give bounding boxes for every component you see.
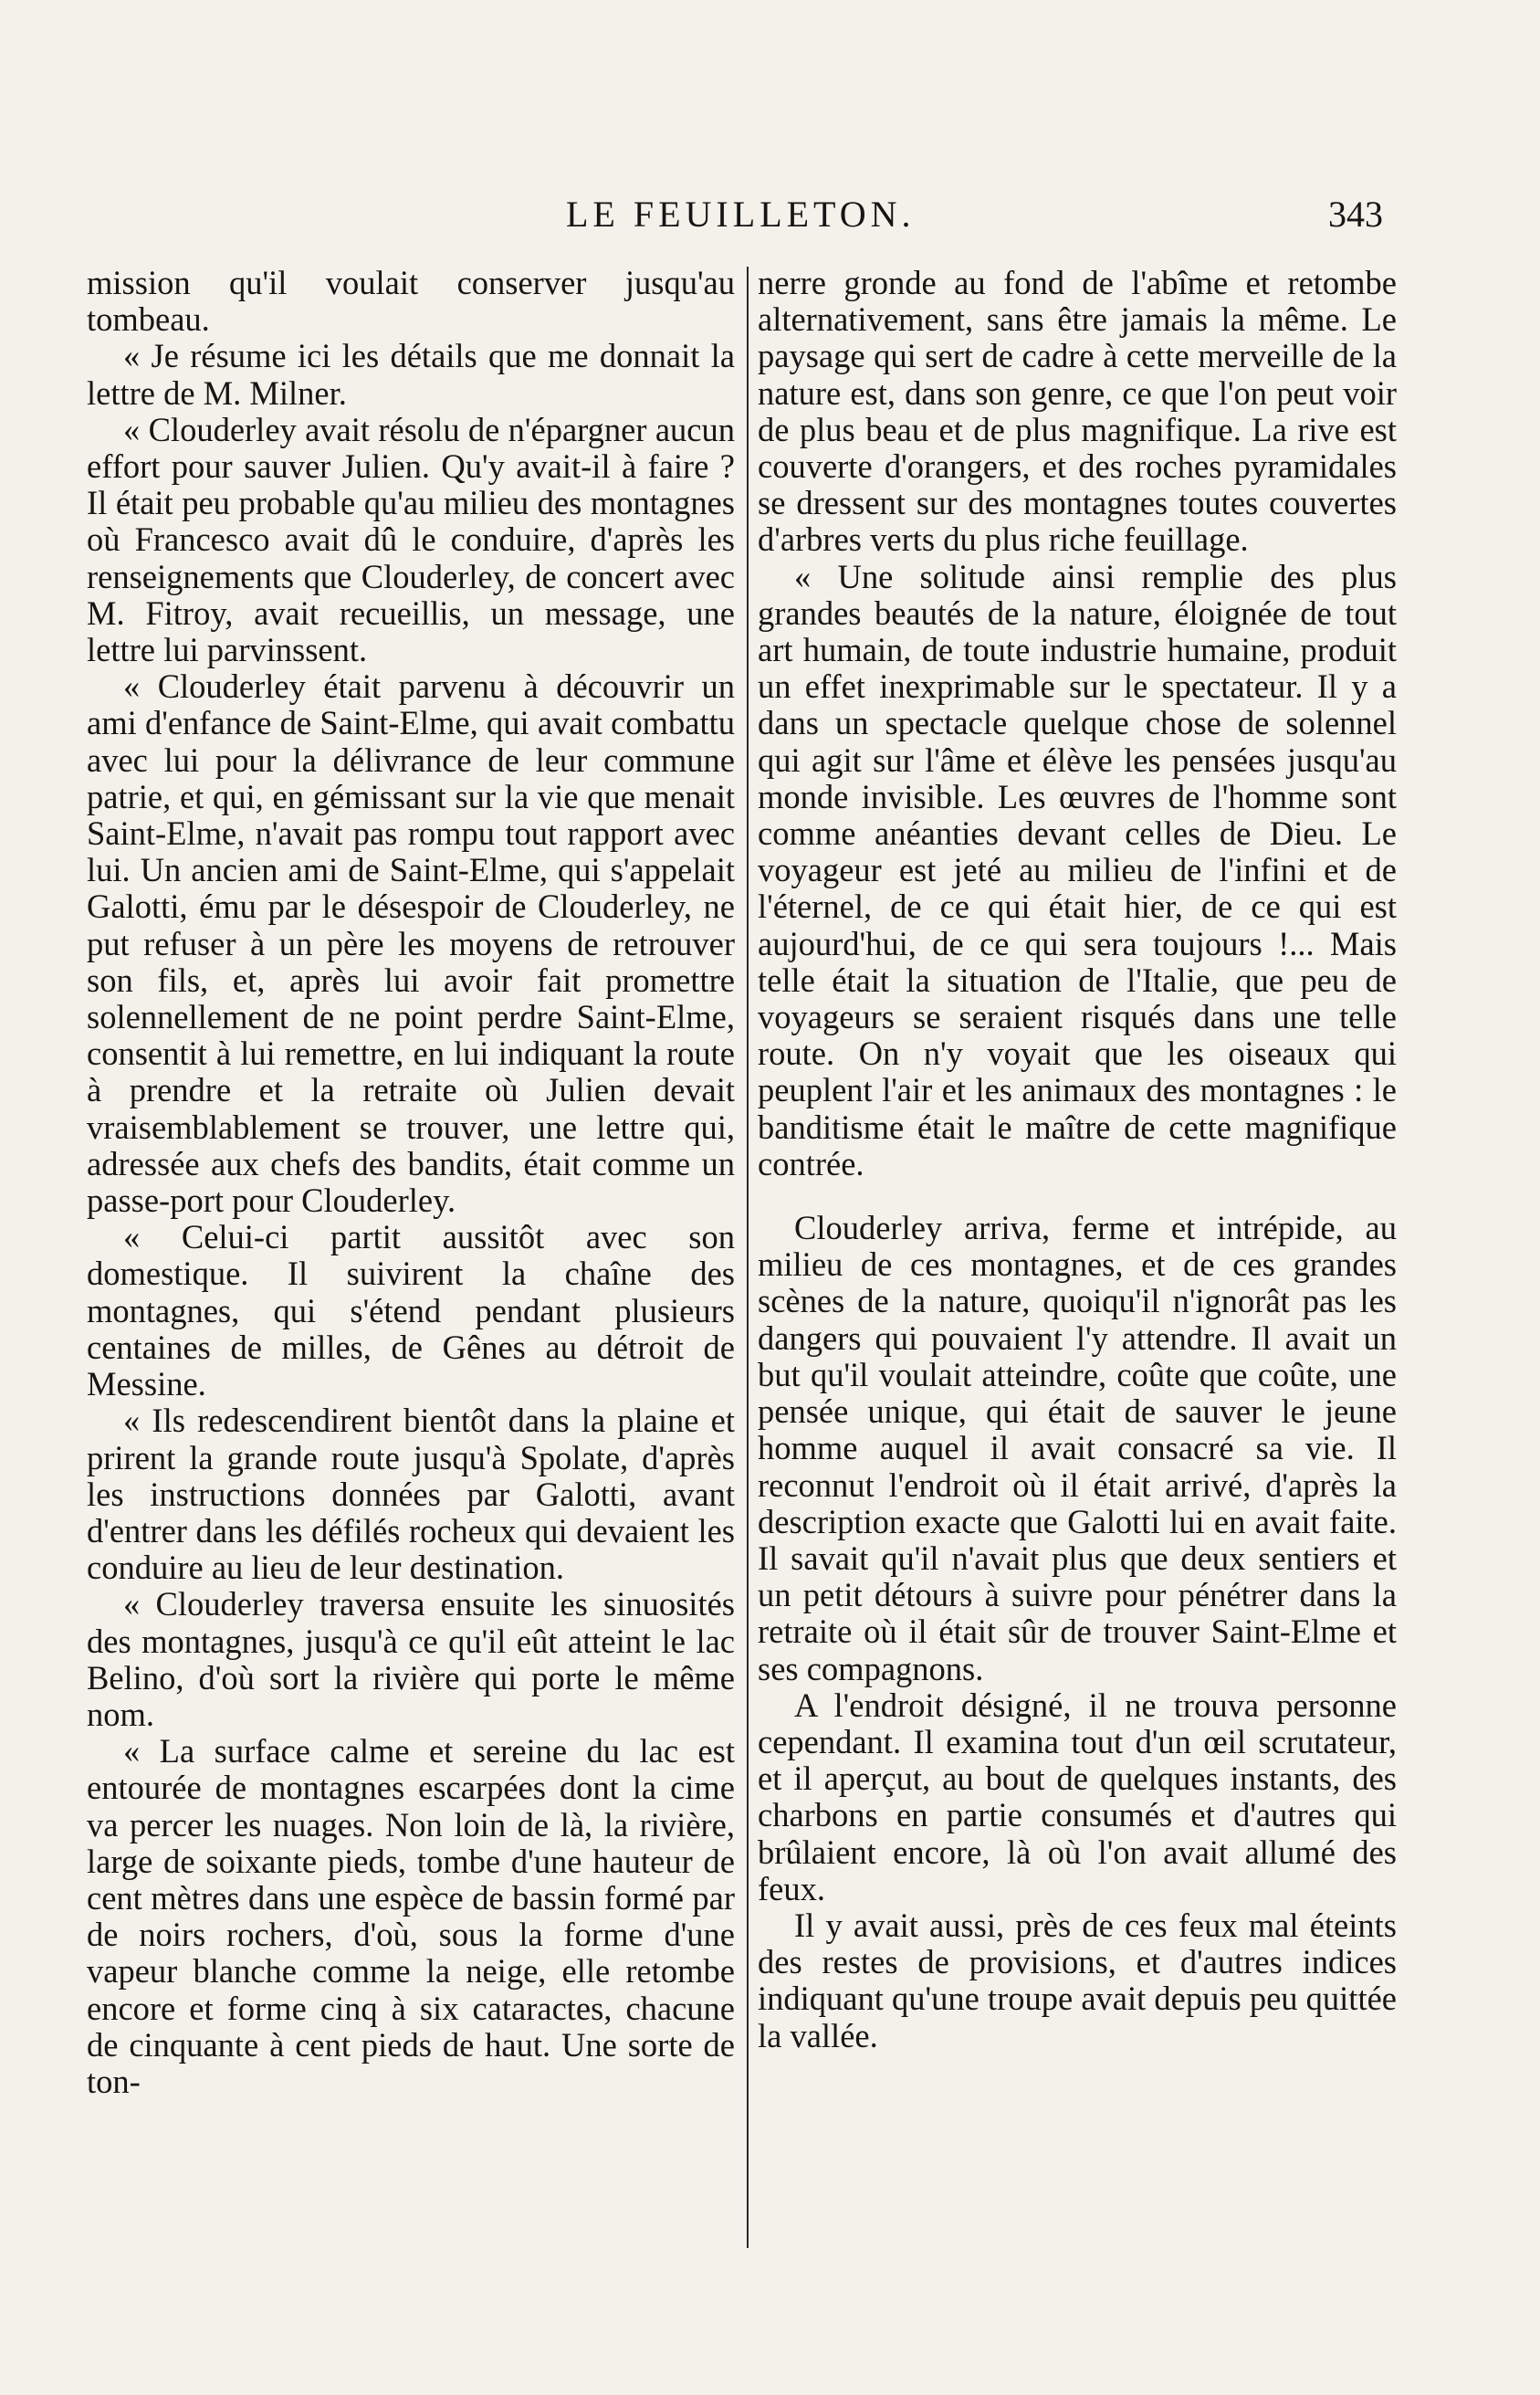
paragraph: « Celui-ci partit aussitôt avec son domestique. Il suivirent la chaîne des montagnes, qui s'étend pendant plusieurs centaines de milles, de Gênes au détroit de Messine.: [87, 1218, 735, 1403]
page-header: [0, 187, 1540, 242]
paragraph: « La surface calme et sereine du lac est entourée de montagnes escarpées dont la cime va percer les nuages. Non loin de là, la rivière, large de soixante pieds, tombe d'une hauteur de cent mètres dans une espèce de bassin formé par de noirs rochers, d'où, sous la forme d'une vapeur blanche comme la neige, elle retombe encore et forme cinq à six cataractes, chacune de cinquante à cent pieds de haut. Une sorte de ton-: [87, 1732, 735, 2100]
paragraph: A l'endroit désigné, il ne trouva personne cependant. Il examina tout d'un œil scrutateur, et il aperçut, au bout de quelques instants, des charbons en partie consumés et d'autres qui brûlaient encore, là où l'on avait allumé des feux.: [758, 1686, 1397, 1907]
paragraph: Il y avait aussi, près de ces feux mal éteints des restes de provisions, et d'autres indices indiquant qu'une troupe avait depuis peu quittée la vallée.: [758, 1906, 1397, 2054]
paragraph: « Je résume ici les détails que me donnait la lettre de M. Milner.: [87, 337, 735, 412]
paragraph: Clouderley arriva, ferme et intrépide, au milieu de ces montagnes, et de ces grandes scènes de la nature, quoiqu'il n'ignorât pas les dangers qui pouvaient l'y attendre. Il avait un but qu'il voulait atteindre, coûte que coûte, une pensée unique, qui était de sauver le jeune homme auquel il avait consacré sa vie. Il reconnut l'endroit où il était arrivé, d'après la description exacte que Galotti lui en avait faite. Il savait qu'il n'avait plus que deux sentiers et un petit détours à suivre pour pénétrer dans la retraite où il était sûr de trouver Saint-Elme et ses compagnons.: [758, 1209, 1397, 1687]
paragraph: « Clouderley était parvenu à découvrir un ami d'enfance de Saint-Elme, qui avait combattu avec lui pour la délivrance de leur commune patrie, et qui, en gémissant sur la vie que menait Saint-Elme, n'avait pas rompu tout rapport avec lui. Un ancien ami de Saint-Elme, qui s'appelait Galotti, ému par le désespoir de Clouderley, ne put refuser à un père les moyens de retrouver son fils, et, après lui avoir fait promettre solennellement de ne point perdre Saint-Elme, consentit à lui remettre, en lui indiquant la route à prendre et la retraite où Julien devait vraisemblablement se trouver, une lettre qui, adressée aux chefs des bandits, était comme un passe-port pour Clouderley.: [87, 667, 735, 1220]
paragraph: nerre gronde au fond de l'abîme et retombe alternativement, sans être jamais la même. Le paysage qui sert de cadre à cette merveille de la nature est, dans son genre, ce que l'on peut voir de plus beau et de plus magnifique. La rive est couverte d'orangers, et des roches pyramidales se dressent sur des montagnes toutes couvertes d'arbres verts du plus riche feuillage.: [758, 264, 1397, 559]
paragraph: « Clouderley avait résolu de n'épargner aucun effort pour sauver Julien. Qu'y avait-il à faire ? Il était peu probable qu'au milieu des montagnes où Francesco avait dû le conduire, d'après les renseignements que Clouderley, de concert avec M. Fitroy, avait recueillis, un message, une lettre lui parvinssent.: [87, 410, 735, 669]
page-number: 343: [1328, 194, 1383, 235]
running-title: LE FEUILLETON.: [566, 194, 916, 235]
right-column: [758, 265, 1397, 2054]
paragraph: « Une solitude ainsi remplie des plus grandes beautés de la nature, éloignée de tout art humain, de toute industrie humaine, produit un effet inexprimable sur le spectateur. Il y a dans un spectacle quelque chose de solennel qui agit sur l'âme et élève les pensées jusqu'au monde invisible. Les œuvres de l'homme sont comme anéanties devant celles de Dieu. Le voyageur est jeté au milieu de l'infini et de l'éternel, de ce qui était hier, de ce qui est aujourd'hui, de ce qui sera toujours !... Mais telle était la situation de l'Italie, que peu de voyageurs se seraient risqués dans une telle route. On n'y voyait que les oiseaux qui peuplent l'air et les animaux des montagnes : le banditisme était le maître de cette magnifique contrée.: [758, 557, 1397, 1182]
left-column: [87, 265, 735, 2100]
paragraph: mission qu'il voulait conserver jusqu'au tombeau.: [87, 264, 735, 339]
column-divider: [747, 267, 749, 2248]
paragraph: « Ils redescendirent bientôt dans la plaine et prirent la grande route jusqu'à Spolate, d'après les instructions données par Galotti, avant d'entrer dans les défilés rocheux qui devaient les conduire au lieu de leur destination.: [87, 1402, 735, 1587]
paragraph: « Clouderley traversa ensuite les sinuosités des montagnes, jusqu'à ce qu'il eût atteint le lac Belino, d'où sort la rivière qui porte le même nom.: [87, 1585, 735, 1733]
